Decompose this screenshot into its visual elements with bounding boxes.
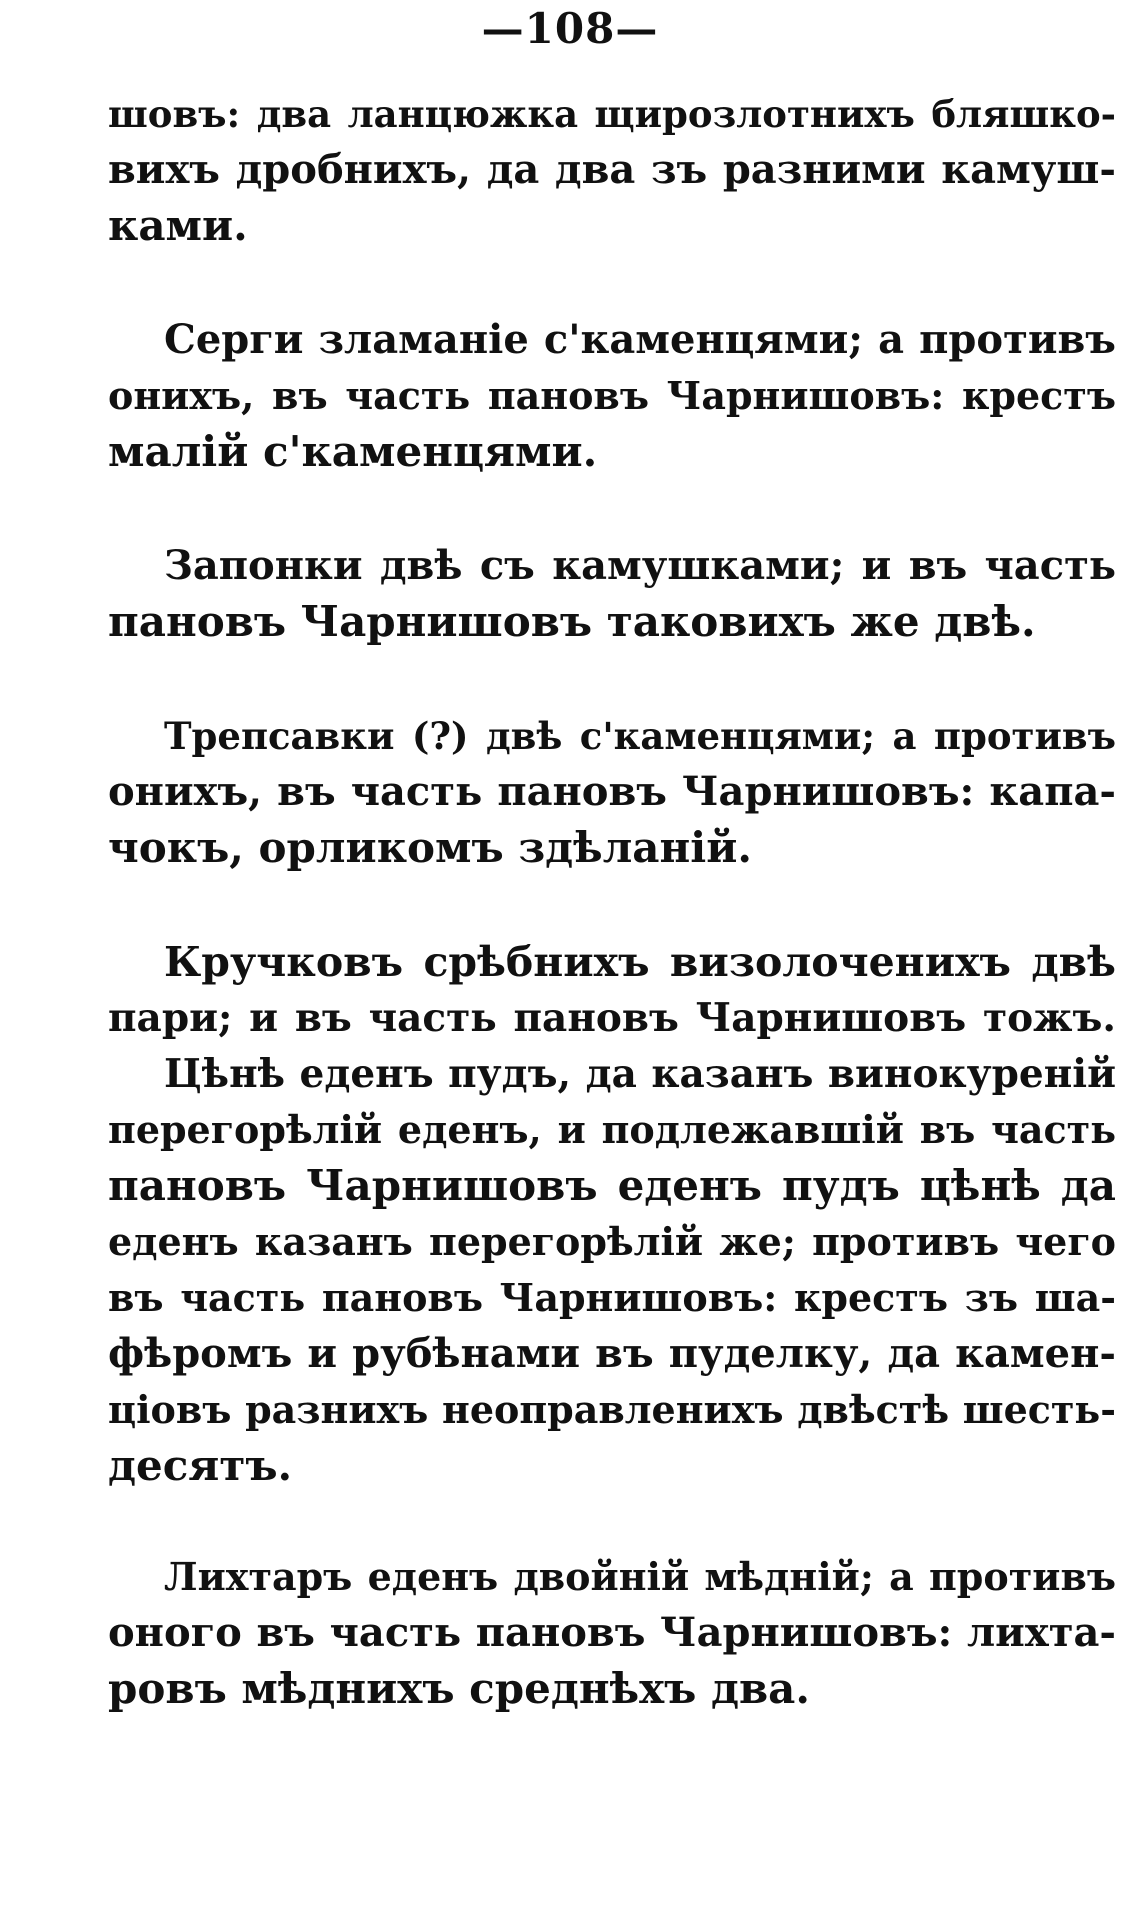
paragraph-6	[108, 1549, 1116, 1717]
text-line: ціовъ разнихъ неоправленихъ двѣстѣ шесть-	[108, 1387, 1116, 1432]
text-line: Лихтаръ еденъ двойній мѣдній; а противъ	[164, 1554, 1116, 1599]
text-line: чокъ, орликомъ здѣланій.	[108, 823, 752, 872]
text-line: Запонки двѣ съ камушками; и въ часть	[164, 542, 1116, 589]
text-line: малій с'каменцями.	[108, 427, 598, 476]
text-line: еденъ казанъ перегорѣлій же; противъ чего	[108, 1219, 1116, 1264]
paragraph-3	[108, 538, 1116, 650]
paragraph-4	[108, 708, 1116, 876]
text-line: десятъ.	[108, 1441, 293, 1490]
paragraph-5	[108, 934, 1116, 1494]
text-line: онихъ, въ часть пановъ Чарнишовъ: крестъ	[108, 373, 1116, 418]
text-line: шовъ: два ланцюжка щирозлотнихъ бляшко-	[108, 92, 1116, 136]
text-line: перегорѣлій еденъ, и подлежавшій въ часть	[108, 1107, 1116, 1152]
paragraph-2	[108, 312, 1116, 480]
paragraph-1	[108, 86, 1116, 254]
text-line: Кручковъ срѣбнихъ визолоченихъ двѣ	[164, 938, 1116, 986]
text-line: пановъ Чарнишовъ таковихъ же двѣ.	[108, 597, 1036, 646]
text-line: Серги зламаніе с'каменцями; а противъ	[164, 316, 1116, 363]
text-line: ками.	[108, 201, 248, 250]
text-line: вихъ дробнихъ, да два зъ разними камуш-	[108, 146, 1116, 193]
text-line: въ часть пановъ Чарнишовъ: крестъ зъ ша-	[108, 1275, 1116, 1320]
text-line: пановъ Чарнишовъ еденъ пудъ цѣнѣ да	[108, 1161, 1116, 1210]
text-line: Цѣнѣ еденъ пудъ, да казанъ винокуреній	[164, 1051, 1116, 1097]
text-line: пари; и въ часть пановъ Чарнишовъ тожъ.	[108, 995, 1116, 1041]
text-line: фѣромъ и рубѣнами въ пуделку, да камен-	[108, 1330, 1116, 1377]
text-line: Трепсавки (?) двѣ с'каменцями; а противъ	[164, 714, 1116, 758]
text-line: онихъ, въ часть пановъ Чарнишовъ: капа-	[108, 768, 1116, 815]
text-line: ровъ мѣднихъ среднѣхъ два.	[108, 1664, 811, 1713]
page-number: —108—	[481, 4, 659, 53]
text-line: оного въ часть пановъ Чарнишовъ: лихта-	[108, 1609, 1116, 1656]
